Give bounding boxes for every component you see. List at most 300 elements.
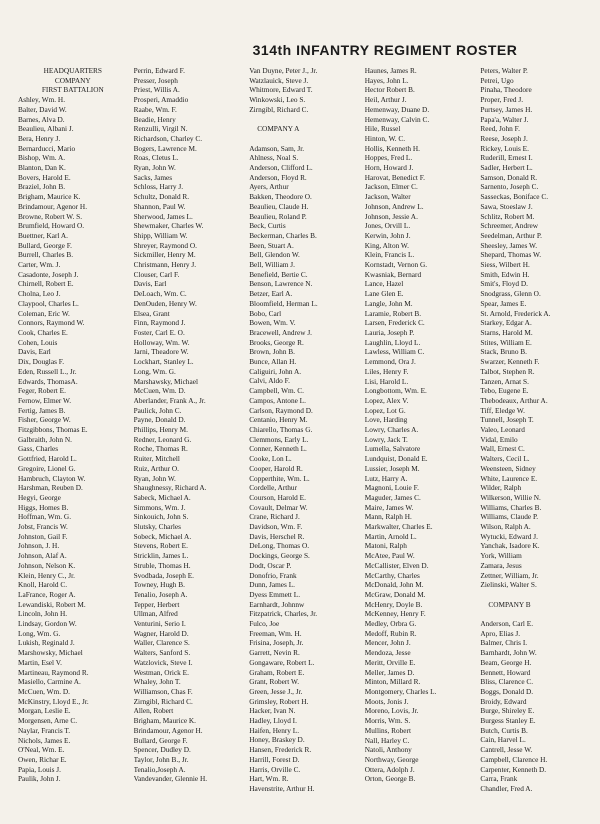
roster-name: Talbot, Stephen R.	[480, 366, 535, 376]
roster-name: Bowen, Wm. V.	[249, 318, 296, 328]
roster-name: Anderson, Clifford L.	[249, 163, 313, 172]
roster-name: Sarnento, Joseph C.	[480, 182, 539, 192]
roster-name: Ashley, Wm. H.	[18, 95, 66, 105]
roster-name: McCallister, Elven D.	[364, 560, 429, 570]
roster-name: Cook, Charles E.	[18, 327, 68, 337]
roster-name: Schloss, Harry J.	[133, 182, 184, 192]
roster-name: Papa'a, Walter J.	[480, 114, 529, 124]
roster-name: Lutz, Harry A.	[364, 473, 408, 483]
roster-name: Meller, James D.	[364, 667, 415, 677]
roster-name: Liles, Henry F.	[364, 366, 409, 376]
roster-name: Watzlovick, Steve I.	[133, 657, 193, 667]
roster-name: Lowry, Charles A.	[364, 425, 419, 435]
roster-name: Sickmiller, Henry M.	[133, 250, 196, 260]
roster-name: Morris, Wm. S.	[364, 716, 411, 726]
roster-name: Wilder, Ralph	[480, 483, 522, 493]
roster-name: Martin, Esel V.	[18, 657, 62, 667]
roster-name: Bobo, Carl	[249, 308, 282, 318]
roster-name: Morgensen, Arne C.	[18, 716, 78, 726]
roster-name: Brigham, Maurice K.	[18, 192, 81, 202]
roster-name: Klein, Francis L.	[364, 250, 415, 260]
roster-name: Tebo, Eugene E.	[480, 386, 529, 396]
roster-name: McCarthy, Charles	[364, 570, 420, 580]
roster-name: Hile, Russel	[364, 124, 401, 134]
roster-name: Jones, Orvill L.	[364, 221, 411, 231]
roster-name: Hoppes, Fred L.	[364, 153, 413, 163]
section-heading: FIRST BATTALION	[41, 85, 104, 95]
spacer	[249, 115, 359, 125]
roster-name: Haunes, James R.	[364, 66, 417, 75]
roster-name: Sherwood, James L.	[133, 211, 193, 221]
roster-name: Lawless, William C.	[364, 347, 425, 357]
roster-name: Whitmore, Edward T.	[249, 85, 313, 95]
roster-name: Phillips, Henry M.	[133, 425, 188, 435]
roster-name: Zirngibl, Richard C.	[133, 696, 193, 706]
roster-name: Finn, Raymond J.	[133, 318, 186, 328]
roster-name: Tepper, Herbert	[133, 599, 180, 609]
roster-name: Beam, George H.	[480, 657, 532, 667]
roster-name: Benson, Lawrence N.	[249, 279, 313, 289]
roster-name: Barnhardt, John W.	[480, 648, 537, 658]
roster-name: Zamara, Jesus	[480, 560, 522, 570]
roster-name: Northway, George	[364, 754, 419, 764]
roster-name: Long, Wm. G.	[18, 628, 61, 638]
roster-name: Marshawsky, Michael	[133, 376, 198, 386]
roster-name: Simmons, Wm. J.	[133, 502, 186, 512]
roster-name: Graham, Robert E.	[249, 667, 305, 677]
roster-name: Gass, Charles	[18, 444, 59, 454]
roster-name: Jarni, Theadore W.	[133, 347, 189, 357]
roster-name: Taylor, John B., Jr.	[133, 754, 189, 764]
roster-name: Bell, William J.	[249, 260, 295, 270]
roster-name: Carra, Frank	[480, 774, 518, 784]
roster-name: Bakken, Theodore O.	[249, 192, 312, 202]
roster-name: Richardson, Charley C.	[133, 133, 203, 143]
roster-name: Spear, James E.	[480, 298, 527, 308]
roster-name: Havenstrite, Arthur H.	[249, 784, 315, 793]
roster-name: McKinstry, Lloyd E., Jr.	[18, 696, 89, 706]
roster-name: Harovat, Benedict F.	[364, 172, 425, 182]
roster-name: Payne, Donald D.	[133, 415, 186, 425]
roster-name: Lumella, Salvatore	[364, 444, 421, 454]
roster-name: Smit's, Floyd D.	[480, 279, 528, 289]
roster-name: Beckerman, Charles B.	[249, 230, 317, 240]
roster-name: Slutsky, Charles	[133, 522, 181, 532]
roster-name: Shreyer, Raymond O.	[133, 240, 197, 250]
roster-name: McCuen, Wm. D.	[18, 687, 70, 696]
roster-name: Zirngibl, Richard C.	[249, 104, 309, 114]
roster-name: Maguder, James C.	[364, 492, 421, 502]
roster-name: Beck, Curtis	[249, 221, 286, 231]
roster-name: Freeman, Wm. H.	[249, 628, 302, 638]
roster-name: Shipp, William W.	[133, 230, 188, 240]
roster-name: Cholna, Leo J.	[18, 289, 61, 299]
roster-name: Stites, William E.	[480, 337, 532, 347]
roster-name: Redner, Leonard G.	[133, 434, 192, 444]
roster-name: York, William	[480, 551, 522, 561]
roster-name: Grant, Robert W.	[249, 677, 300, 687]
roster-name: Dix, Douglas F.	[18, 357, 65, 367]
roster-name: Jackson, Elmer C.	[364, 182, 418, 192]
roster-name: Sacks, James	[133, 172, 173, 182]
roster-name: Balmer, Chris I.	[480, 638, 528, 648]
roster-column-3	[249, 66, 359, 814]
section-heading: COMPANY	[54, 75, 91, 85]
roster-name: Boggs, Donald D.	[480, 686, 534, 696]
roster-name: Davis, Herschel R.	[249, 531, 305, 541]
roster-name: Snodgrass, Glenn O.	[480, 289, 541, 299]
roster-name: Beaulieu, Albani J.	[18, 124, 74, 134]
roster-name: Natoli, Anthony	[364, 745, 412, 755]
roster-name: Hacker, Ivan N.	[249, 706, 296, 716]
roster-name: Matoni, Ralph	[364, 541, 407, 551]
roster-name: Reed, John F.	[480, 124, 520, 134]
roster-name: Langle, John M.	[364, 298, 413, 308]
roster-name: Beaulieu, Roland P.	[249, 211, 307, 221]
roster-name: Valeo, Leonard	[480, 425, 525, 435]
roster-name: Apro, Elias J.	[480, 628, 521, 638]
roster-name: Crane, Richard J.	[249, 512, 300, 522]
roster-name: Braziel, John B.	[18, 182, 66, 192]
roster-name: DeLoach, Wm. C.	[133, 289, 187, 299]
roster-name: Johnson, Andrew L.	[364, 201, 424, 211]
roster-name: Johnston, Gail F.	[18, 531, 68, 541]
roster-name: Vandevander, Glennie H.	[133, 774, 208, 784]
roster-name: Cohen, Louis	[18, 337, 58, 347]
roster-name: Reese, Joseph J.	[480, 133, 528, 143]
roster-name: Williams, Claude P.	[480, 512, 539, 522]
roster-name: Green, Jesse J., Jr.	[249, 686, 303, 696]
roster-name: Tanzen, Arnat S.	[480, 376, 529, 386]
roster-name: Davidson, Wm. F.	[249, 522, 303, 532]
roster-name: Svodbada, Joseph E.	[133, 570, 194, 580]
roster-name: Orton, George B.	[364, 774, 416, 784]
roster-name: Kwasniak, Bernard	[364, 269, 422, 279]
roster-name: McHenry, Doyle B.	[364, 599, 423, 609]
roster-name: Mendoza, Jesse	[364, 648, 411, 658]
roster-name: Bell, Glendon W.	[249, 250, 300, 260]
roster-name: Ryan, John W.	[133, 163, 176, 173]
roster-name: Hansen, Frederick R.	[249, 745, 312, 755]
roster-name: Butch, Curtis B.	[480, 725, 528, 735]
roster-name: Cooper, Harold R.	[249, 463, 303, 473]
roster-name: Wall, Ernest C.	[480, 444, 525, 454]
roster-name: Dockings, George S.	[249, 551, 310, 561]
roster-name: Feger, Robert E.	[18, 386, 66, 396]
roster-name: Gottfried, Harold L.	[18, 454, 77, 464]
roster-name: Campbell, Clarence H.	[480, 754, 548, 764]
roster-name: Cantrell, Jesse W.	[480, 745, 533, 755]
roster-name: Anderson, Carl E.	[480, 619, 534, 629]
roster-name: Dyess Emmett L.	[249, 589, 301, 599]
roster-name: Zettner, William, Jr.	[480, 570, 539, 580]
roster-name: McDonald, John M.	[364, 580, 424, 590]
roster-name: Beaulieu, Claude H.	[249, 201, 309, 211]
roster-name: Schlitz, Robert M.	[480, 211, 535, 221]
roster-name: Tenalio, Joseph A.	[133, 589, 188, 599]
roster-name: Foster, Carl E. O.	[133, 327, 185, 337]
roster-name: Lukish, Reginald J.	[18, 638, 75, 648]
roster-name: Martineau, Raymond R.	[18, 667, 89, 677]
roster-name: Burge, Shireley E.	[480, 706, 535, 716]
roster-name: Schreemer, Andrew	[480, 221, 539, 231]
roster-name: Lane Glen E.	[364, 289, 404, 299]
roster-name: Brown, John B.	[249, 347, 295, 357]
roster-name: Roas, Cletus L.	[133, 153, 179, 163]
roster-name: Lance, Hazel	[364, 279, 404, 289]
roster-name: Lincoln, John H.	[18, 609, 68, 619]
roster-name: Ruiz, Arthur O.	[133, 463, 179, 473]
roster-name: Bloomfield, Herman L.	[249, 298, 318, 308]
roster-name: DeLong, Thomas O.	[249, 541, 310, 551]
roster-name: Medoff, Rubin R.	[364, 628, 417, 638]
roster-name: White, Laurence E.	[480, 473, 538, 483]
roster-name: Minton, Millard R.	[364, 677, 421, 687]
roster-name: Swarzer, Kenneth F.	[480, 357, 540, 367]
roster-name: Moots, Jonis J.	[364, 696, 409, 706]
roster-name: Larsen, Frederick C.	[364, 318, 425, 328]
roster-name: Hayes, John L.	[364, 75, 409, 85]
roster-name: Pinaha, Theodore	[480, 85, 532, 95]
roster-name: Long, Wm. G.	[133, 366, 176, 376]
roster-name: Johnson, Alaf A.	[18, 551, 67, 561]
roster-name: Brindamour, Agenor H.	[133, 725, 203, 735]
roster-name: Sadler, Herbert L.	[480, 163, 533, 173]
roster-name: Harshman, Reuben D.	[18, 483, 83, 493]
roster-name: Haifen, Henry L.	[249, 725, 300, 735]
roster-name: Petrei, Ugo	[480, 75, 514, 85]
roster-name: Donofrio, Frank	[249, 570, 297, 580]
roster-name: Martin, Arnold L.	[364, 531, 417, 541]
roster-name: Winkowski, Leo S.	[249, 95, 306, 105]
roster-name: Ruderill, Ernest I.	[480, 153, 533, 163]
roster-name: Hart, Wm. R.	[249, 774, 289, 784]
roster-name: Stricklin, James L.	[133, 551, 189, 561]
roster-column-1	[18, 66, 128, 814]
roster-name: Johnson, J. H.	[18, 541, 60, 551]
roster-name: Fulco, Joe	[249, 619, 280, 629]
roster-name: Masiello, Carmine A.	[18, 677, 81, 687]
roster-name: Ullman, Alfred	[133, 609, 178, 619]
roster-name: Allen, Robert	[133, 706, 174, 716]
roster-name: Brooks, George R.	[249, 337, 304, 347]
roster-name: Caliguiri, John A.	[249, 366, 302, 376]
roster-name: Burrell, Charles B.	[18, 250, 74, 260]
roster-name: Holloway, Wm. W.	[133, 337, 190, 347]
roster-name: Walters, Cecil L.	[480, 454, 530, 464]
roster-name: Starns, Harold M.	[480, 327, 533, 337]
roster-name: Bullard, George F.	[18, 240, 72, 250]
roster-name: Wagner, Harold D.	[133, 628, 189, 638]
roster-name: Casadonte, Joseph J.	[18, 269, 79, 279]
roster-name: Lockhart, Stanley L.	[133, 357, 194, 367]
roster-name: Betzer, Earl A.	[249, 289, 293, 299]
roster-name: Roche, Thomas R.	[133, 444, 188, 454]
roster-name: Brumfield, Howard O.	[18, 221, 85, 231]
roster-name: Jobst, Francis W.	[18, 522, 68, 532]
roster-name: Kornstadt, Vernon G.	[364, 260, 428, 270]
roster-name: Kerwin, John J.	[364, 230, 411, 240]
roster-name: Williamson, Chas F.	[133, 687, 193, 696]
roster-name: Raabe, Wm. F.	[133, 104, 177, 114]
roster-name: Shewmaker, Charles W.	[133, 221, 204, 231]
roster-name: Sheesley, James W.	[480, 240, 538, 250]
roster-name: Chirnell, Robert E.	[18, 279, 74, 289]
roster-name: Bovers, Harold E.	[18, 172, 71, 182]
roster-name: Maire, James W.	[364, 502, 414, 512]
roster-name: Chiarello, Thomas G.	[249, 424, 313, 434]
roster-name: Wytucki, Edward J.	[480, 531, 538, 541]
roster-name: Struble, Thomas H.	[133, 560, 191, 570]
roster-name: Lewandiski, Robert M.	[18, 599, 86, 609]
roster-name: Naylar, Francis T.	[18, 725, 71, 735]
roster-name: Ottera, Adolph J.	[364, 764, 415, 774]
roster-name: Bogers, Lawrence M.	[133, 143, 197, 153]
roster-name: Paulik, John J.	[18, 774, 61, 784]
roster-name: Burgess Stanley E.	[480, 716, 536, 726]
roster-name: Broidy, Edward	[480, 696, 527, 706]
roster-name: Tunnell, Joseph T.	[480, 415, 534, 425]
roster-name: Tenalio,Joseph A.	[133, 764, 186, 774]
roster-name: Starkey, Edgar A.	[480, 318, 532, 328]
roster-name: Eden, Russell L., Jr.	[18, 366, 77, 376]
roster-name: Mencer, John J.	[364, 638, 411, 648]
roster-name: Lemmond, Ora J.	[364, 357, 416, 367]
roster-name: Heil, Arthur J.	[364, 95, 407, 105]
roster-column-4	[365, 66, 475, 814]
roster-name: Morgan, Leslie E.	[18, 706, 71, 716]
roster-name: Davis, Earl	[133, 279, 167, 289]
roster-name: Prosperi, Amaddio	[133, 95, 189, 105]
roster-name: Davis, Earl	[18, 347, 51, 357]
roster-column-5	[480, 66, 590, 814]
roster-name: Laughlin, Lloyd L.	[364, 337, 421, 347]
roster-name: Walters, Sanford S.	[133, 648, 191, 658]
section-heading: COMPANY B	[488, 599, 531, 609]
roster-name: Aberlander, Frank A., Jr.	[133, 395, 206, 405]
roster-name: Christmann, Henry J.	[133, 260, 197, 270]
roster-name: Magnoni, Louie F.	[364, 483, 419, 493]
roster-name: Lisi, Harold L.	[364, 376, 409, 386]
roster-name: Clouser, Carl F.	[133, 269, 180, 279]
roster-name: Balter, David W.	[18, 104, 67, 114]
roster-name: Lowry, Jack T.	[364, 434, 408, 444]
roster-name: Cordelle, Arthur	[249, 483, 298, 493]
roster-name: Hector Robert B.	[364, 85, 415, 95]
roster-name: McAtee, Paul W.	[364, 551, 415, 561]
roster-name: Rickey, Louis E.	[480, 143, 529, 153]
roster-name: Sabeck, Michael A.	[133, 492, 191, 502]
roster-name: Samson, Donald R.	[480, 172, 538, 182]
roster-name: Carpenter, Kenneth D.	[480, 764, 547, 774]
roster-name: Been, Stuart A.	[249, 240, 294, 250]
spacer	[480, 609, 590, 619]
roster-name: Bliss, Clarence C.	[480, 677, 534, 687]
roster-name: Dunn, James L.	[249, 580, 295, 590]
roster-name: Presser, Joseph	[133, 75, 178, 85]
roster-name: Garrett, Nevin R.	[249, 648, 300, 658]
roster-name: Ruiter, Mitchell	[133, 454, 180, 464]
section-heading: HEADQUARTERS	[43, 66, 102, 75]
roster-name: Fernow, Elmer W.	[18, 395, 72, 405]
roster-name: Mullins, Robert	[364, 725, 411, 735]
roster-name: Bernarducci, Mario	[18, 143, 76, 153]
roster-name: Watzlauick, Steve J.	[249, 75, 309, 85]
roster-name: Venturini, Serio I.	[133, 619, 186, 629]
roster-name: Dodt, Oscar P.	[249, 560, 292, 570]
roster-name: Hambruch, Clayton W.	[18, 473, 86, 483]
roster-name: Elsea, Grant	[133, 308, 170, 318]
roster-name: Copperthite, Wm. L.	[249, 473, 310, 483]
spacer	[480, 590, 590, 600]
roster-name: Shannon, Paul W.	[133, 201, 186, 211]
roster-name: Fertig, James B.	[18, 405, 66, 415]
roster-name: Clemmons, Early L.	[249, 434, 309, 444]
roster-name: Chandler, Fred A.	[480, 784, 533, 793]
roster-name: Claypool, Charles L.	[18, 298, 79, 308]
roster-name: Medley, Orbra G.	[364, 619, 417, 629]
roster-name: Perrin, Edward F.	[133, 66, 185, 75]
roster-name: McGraw, Donald M.	[364, 589, 426, 599]
roster-name: Thebodeaux, Arthur A.	[480, 395, 548, 405]
roster-name: Adamson, Sam, Jr.	[249, 143, 305, 153]
roster-name: Williams, Charles B.	[480, 502, 542, 512]
roster-name: Hemenway, Calvin C.	[364, 114, 430, 124]
roster-name: O'Neal, Wm. E.	[18, 745, 65, 755]
roster-name: Brindamour, Agenor H.	[18, 201, 88, 211]
roster-name: Sasseckas, Boniface C.	[480, 192, 549, 202]
roster-name: Fitzgibbons, Thomas E.	[18, 425, 88, 435]
roster-name: Mann, Ralph H.	[364, 512, 412, 522]
roster-name: Gongaware, Robert L.	[249, 657, 315, 667]
roster-name: Beadie, Henry	[133, 114, 176, 124]
roster-name: Van Duyne, Peter J., Jr.	[249, 66, 318, 75]
roster-name: Hadley, Lloyd I.	[249, 716, 297, 726]
roster-name: Conner, Kenneth L.	[249, 444, 307, 454]
roster-name: Carlson, Raymond D.	[249, 405, 313, 415]
roster-name: Grimsley, Robert H.	[249, 696, 309, 706]
roster-name: Stack, Bruno B.	[480, 347, 527, 357]
roster-name: Fitzpatrick, Charles, Jr.	[249, 609, 318, 619]
roster-name: Campos, Antone L.	[249, 395, 306, 405]
roster-name: Vidal, Emilo	[480, 434, 518, 444]
roster-name: Hoffman, Wm. G.	[18, 512, 72, 522]
roster-name: Paulick, John C.	[133, 405, 182, 415]
roster-name: DenOuden, Henry W.	[133, 298, 197, 308]
roster-name: Buettner, Karl A.	[18, 230, 68, 240]
roster-name: Whaley, John T.	[133, 677, 181, 687]
roster-name: Waller, Clarence S.	[133, 638, 190, 648]
roster-name: St. Arnold, Frederick A.	[480, 308, 551, 318]
roster-name: Harrill, Forest D.	[249, 754, 300, 764]
roster-name: Weensteen, Sidney	[480, 463, 536, 473]
roster-name: Klein, Henry C., Jr.	[18, 570, 75, 580]
roster-name: Peters, Walter P.	[480, 66, 528, 75]
roster-name: Higgs, Homes B.	[18, 502, 69, 512]
roster-name: Hinton, W. C.	[364, 133, 406, 143]
roster-name: Knoll, Harold C.	[18, 580, 68, 590]
roster-name: Bishop, Wm. A.	[18, 153, 66, 163]
roster-name: Zielinski, Walter S.	[480, 580, 537, 590]
roster-column-2	[134, 66, 244, 814]
roster-name: Proper, Fred J.	[480, 95, 524, 105]
roster-name: Bunce, Allan H.	[249, 357, 297, 367]
roster-name: Earnhardt, Johnnw	[249, 599, 305, 609]
roster-name: Edwards, ThomasA.	[18, 376, 78, 386]
roster-name: Priest, Willis A.	[133, 85, 180, 95]
roster-name: Ayers, Arthur	[249, 182, 289, 192]
roster-name: Purtsey, James H.	[480, 104, 533, 114]
